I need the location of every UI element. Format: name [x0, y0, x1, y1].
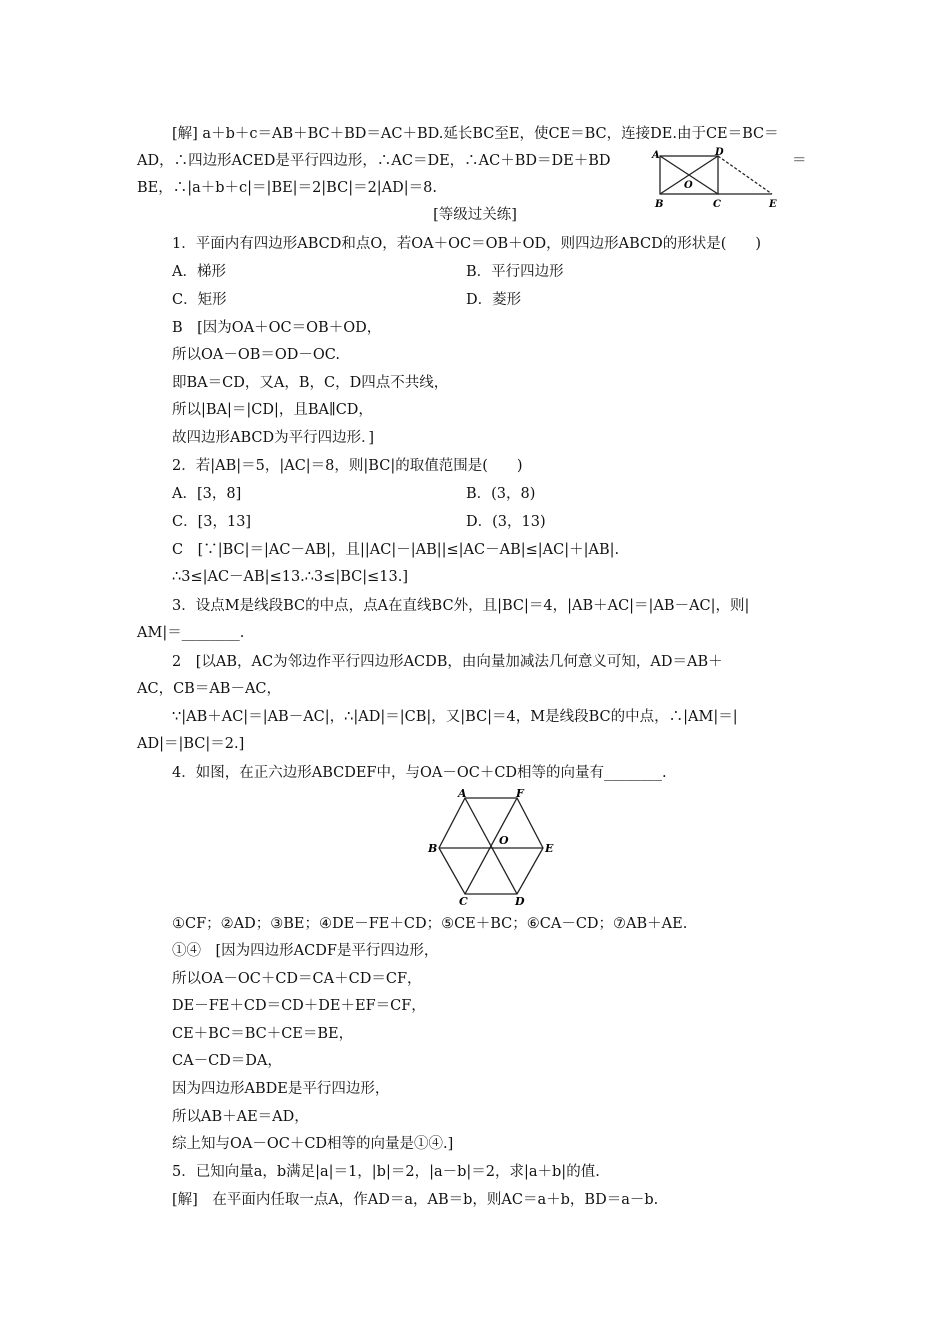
- fig2-label-b: B: [428, 842, 438, 855]
- fig2-label-a: A: [458, 787, 467, 800]
- q1-option-d: D．菱形: [466, 292, 522, 308]
- q4-answer-line: ①④ [因为四边形ACDF是平行四边形，: [172, 943, 439, 959]
- q4-answer-line: 综上知与OA－OC＋CD相等的向量是①④.]: [172, 1136, 454, 1152]
- q2-answer-line: C [∵|BC|＝|AC－AB|，且||AC|－|AB||≤|AC－AB|≤|AC|＋|AB|.: [172, 542, 620, 558]
- fig2-label-f: F: [516, 787, 524, 800]
- fig2-label-d: D: [515, 895, 525, 906]
- q3-answer-line: AC，CB＝AB－AC，: [137, 681, 282, 697]
- q2-option-a: A．[3，8]: [172, 486, 242, 502]
- q1-option-c: C．矩形: [172, 292, 227, 308]
- q1-answer-line: 故四边形ABCD为平行四边形．]: [172, 430, 375, 446]
- q1-option-a: A．梯形: [172, 264, 226, 280]
- q5-answer: [解] 在平面内任取一点A，作AD＝a，AB＝b，则AC＝a＋b，BD＝a－b.: [172, 1192, 659, 1208]
- q3-stem: 3．设点M是线段BC的中点，点A在直线BC外，且|BC|＝4，|AB＋AC|＝|AB－AC|，则|: [172, 598, 750, 614]
- q1-answer-line: 所以|BA|＝|CD|，且BA∥CD，: [172, 402, 373, 418]
- fig2-label-c: C: [459, 895, 468, 906]
- q2-option-d: D．(3，13): [466, 514, 546, 530]
- q4-answer-line: CA－CD＝DA，: [172, 1053, 282, 1069]
- fig1-label-d: D: [715, 147, 724, 158]
- q2-answer-line: ∴3≤|AC－AB|≤13.∴3≤|BC|≤13.]: [172, 569, 409, 585]
- q5-stem: 5．已知向量a，b满足|a|＝1，|b|＝2，|a－b|＝2，求|a＋b|的值.: [172, 1164, 600, 1180]
- q1-answer-line: 所以OA－OB＝OD－OC.: [172, 347, 340, 363]
- parallelogram-figure: [648, 146, 783, 214]
- q2-option-b: B．(3，8): [466, 486, 536, 502]
- fig2-label-e: E: [545, 842, 554, 855]
- q4-answer-line: DE－FE＋CD＝CD＋DE＋EF＝CF，: [172, 998, 426, 1014]
- q2-stem: 2．若|AB|＝5，|AC|＝8，则|BC|的取值范围是( ): [172, 458, 523, 474]
- q2-option-c: C．[3，13]: [172, 514, 252, 530]
- q3-answer-line: 2 [以AB，AC为邻边作平行四边形ACDB，由向量加减法几何意义可知，AD＝AB＋: [172, 654, 723, 670]
- q3-answer-line: AD|＝|BC|＝2.]: [137, 736, 245, 752]
- hexagon-figure: [425, 786, 560, 906]
- intro-line-2: AD，∴四边形ACED是平行四边形，∴AC＝DE，∴AC＋BD＝DE＋BD: [137, 153, 611, 169]
- q4-answer-line: 所以OA－OC＋CD＝CA＋CD＝CF，: [172, 971, 422, 987]
- q4-answer-line: 所以AB＋AE＝AD，: [172, 1109, 309, 1125]
- q1-option-b: B．平行四边形: [466, 264, 564, 280]
- fig2-label-o: O: [499, 834, 509, 847]
- fig1-label-o: O: [684, 180, 693, 191]
- segment-de: [718, 156, 772, 194]
- intro-line-3: BE，∴|a＋b＋c|＝|BE|＝2|BC|＝2|AD|＝8.: [137, 180, 438, 196]
- fig1-label-c: C: [713, 199, 721, 210]
- fig1-label-b: B: [655, 199, 664, 210]
- q1-answer-line: 即BA＝CD，又A，B，C，D四点不共线，: [172, 375, 449, 391]
- intro-line-2-tail: ＝: [792, 153, 807, 169]
- intro-line-1: [解] a＋b＋c＝AB＋BC＋BD＝AC＋BD.延长BC至E，使CE＝BC，连接DE.由于CE＝BC＝: [172, 126, 779, 142]
- q4-choices: ①CF；②AD；③BE；④DE－FE＋CD；⑤CE＋BC；⑥CA－CD；⑦AB＋AE.: [172, 916, 688, 932]
- q4-stem: 4．如图，在正六边形ABCDEF中，与OA－OC＋CD相等的向量有________.: [172, 765, 667, 781]
- q4-answer-line: CE＋BC＝BC＋CE＝BE，: [172, 1026, 354, 1042]
- fig1-label-a: A: [652, 150, 660, 161]
- q1-stem: 1．平面内有四边形ABCD和点O，若OA＋OC＝OB＋OD，则四边形ABCD的形状是( ): [172, 236, 762, 252]
- fig1-label-e: E: [769, 199, 777, 210]
- q1-answer-line: B [因为OA＋OC＝OB＋OD，: [172, 320, 382, 336]
- q4-answer-line: 因为四边形ABDE是平行四边形，: [172, 1081, 390, 1097]
- q3-stem-cont: AM|＝________.: [137, 625, 245, 641]
- section-title: [等级过关练]: [433, 207, 517, 223]
- q3-answer-line: ∵|AB＋AC|＝|AB－AC|，∴|AD|＝|CB|，又|BC|＝4，M是线段BC的中点，∴|AM|＝|: [172, 709, 738, 725]
